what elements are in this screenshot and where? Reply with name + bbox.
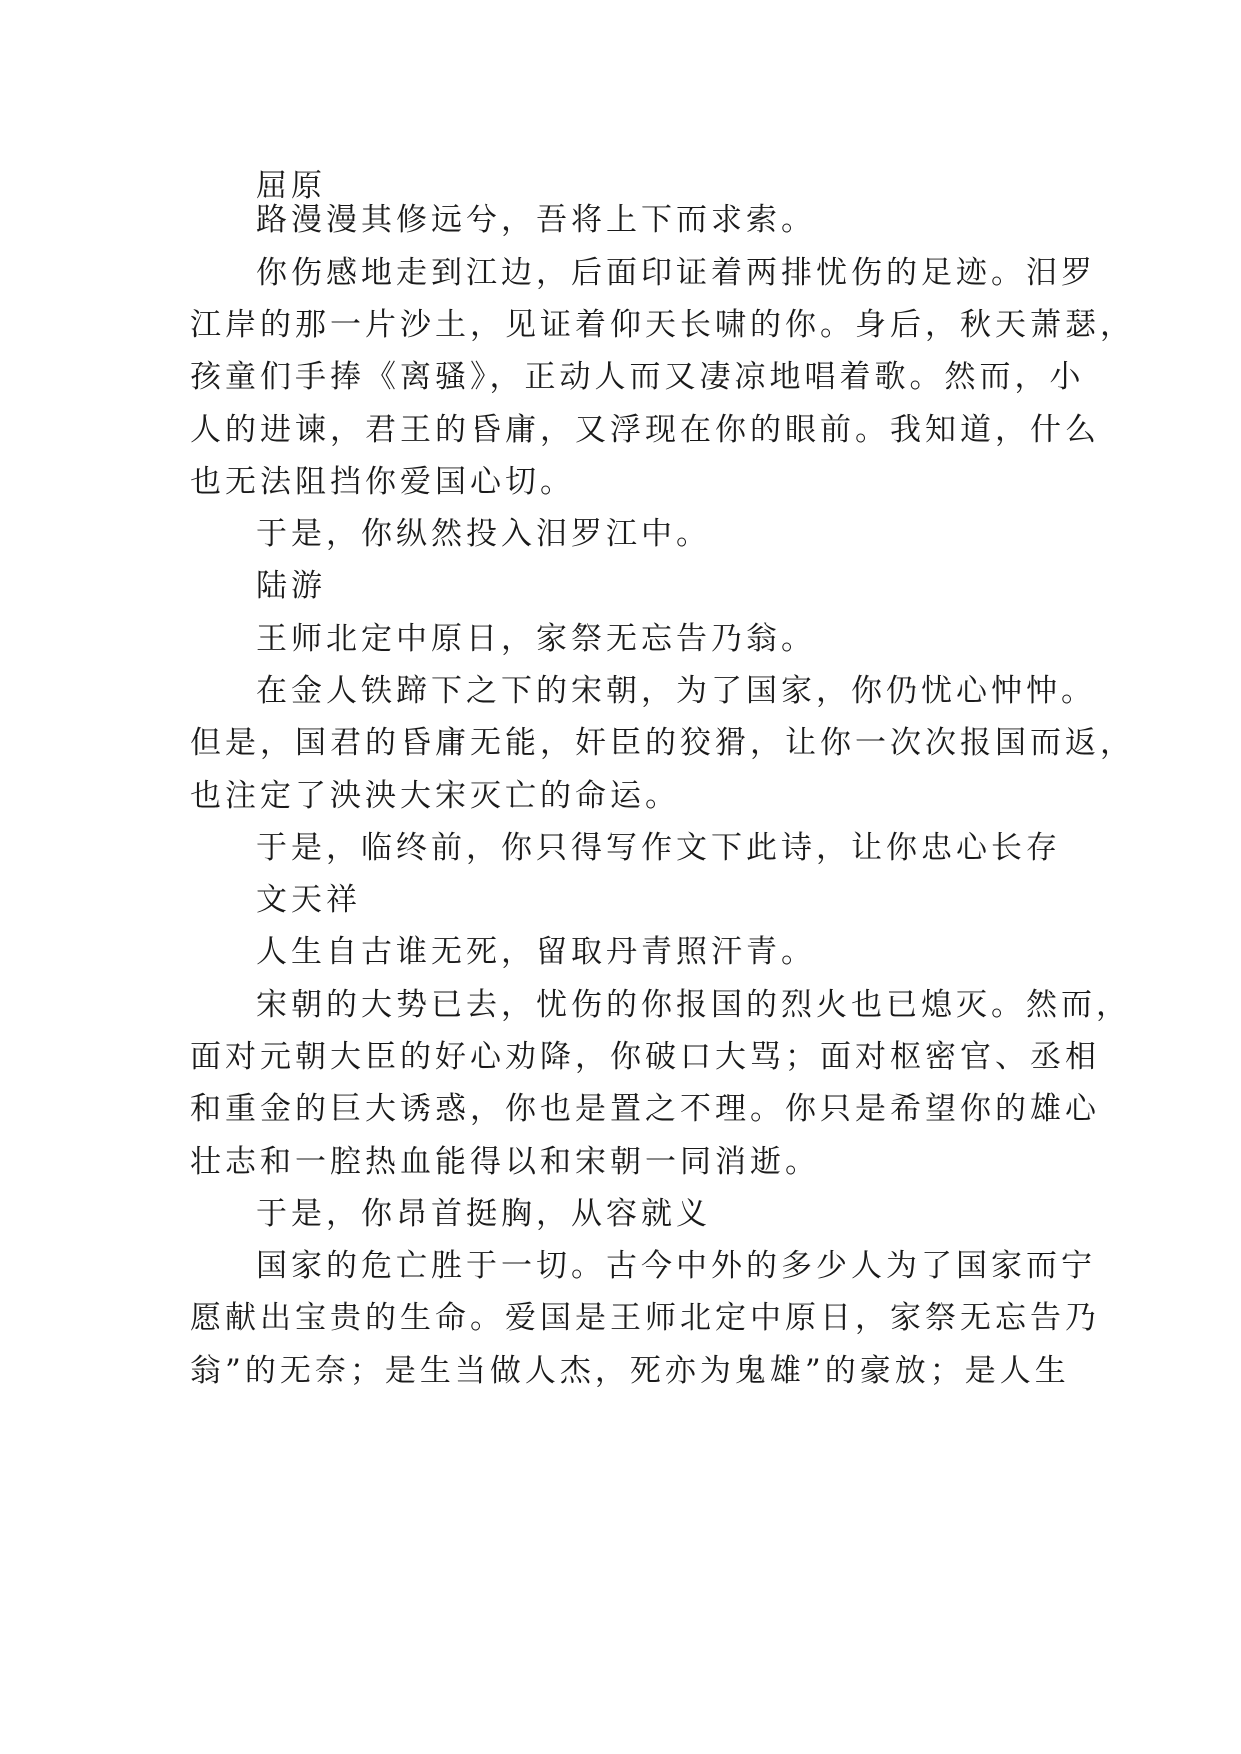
paragraph-line: 于是，你昂首挺胸，从容就义 [256, 1196, 711, 1232]
quote-line: 王师北定中原日，家祭无忘告乃翁。 [256, 621, 816, 657]
paragraph-line: 孩童们手捧《离骚》，正动人而又凄凉地唱着歌。然而，小 [190, 359, 1085, 395]
paragraph-line: 翁”的无奈；是生当做人杰，死亦为鬼雄”的豪放；是人生 [190, 1353, 1070, 1389]
heading-lu-you: 陆游 [256, 568, 326, 604]
paragraph-line: 也无法阻挡你爱国心切。 [190, 464, 575, 500]
paragraph-line: 愿献出宝贵的生命。爱国是王师北定中原日，家祭无忘告乃 [190, 1300, 1100, 1336]
paragraph-line: 你伤感地走到江边，后面印证着两排忧伤的足迹。汨罗 [256, 255, 1096, 291]
paragraph-line: 于是，临终前，你只得写作文下此诗，让你忠心长存 [256, 830, 1061, 866]
paragraph-line: 国家的危亡胜于一切。古今中外的多少人为了国家而宁 [256, 1248, 1096, 1284]
paragraph-line: 在金人铁蹄下之下的宋朝，为了国家，你仍忧心忡忡。 [256, 673, 1096, 709]
paragraph-line: 但是，国君的昏庸无能，奸臣的狡猾，让你一次次报国而返， [190, 725, 1135, 761]
paragraph-line: 江岸的那一片沙土，见证着仰天长啸的你。身后，秋天萧瑟， [190, 307, 1135, 343]
paragraph-line: 和重金的巨大诱惑，你也是置之不理。你只是希望你的雄心 [190, 1091, 1100, 1127]
quote-line: 人生自古谁无死，留取丹青照汗青。 [256, 934, 816, 970]
paragraph-line: 也注定了泱泱大宋灭亡的命运。 [190, 778, 680, 814]
paragraph-line: 宋朝的大势已去，忧伤的你报国的烈火也已熄灭。然而， [256, 987, 1131, 1023]
paragraph-line: 于是，你纵然投入汨罗江中。 [256, 516, 711, 552]
quote-line: 路漫漫其修远兮，吾将上下而求索。 [256, 202, 816, 238]
heading-qu-yuan: 屈原 [256, 168, 326, 204]
paragraph-line: 人的进谏，君王的昏庸，又浮现在你的眼前。我知道，什么 [190, 412, 1100, 448]
paragraph-line: 面对元朝大臣的好心劝降，你破口大骂；面对枢密官、丞相 [190, 1039, 1100, 1075]
heading-wen-tianxiang: 文天祥 [256, 882, 361, 918]
paragraph-line: 壮志和一腔热血能得以和宋朝一同消逝。 [190, 1144, 820, 1180]
